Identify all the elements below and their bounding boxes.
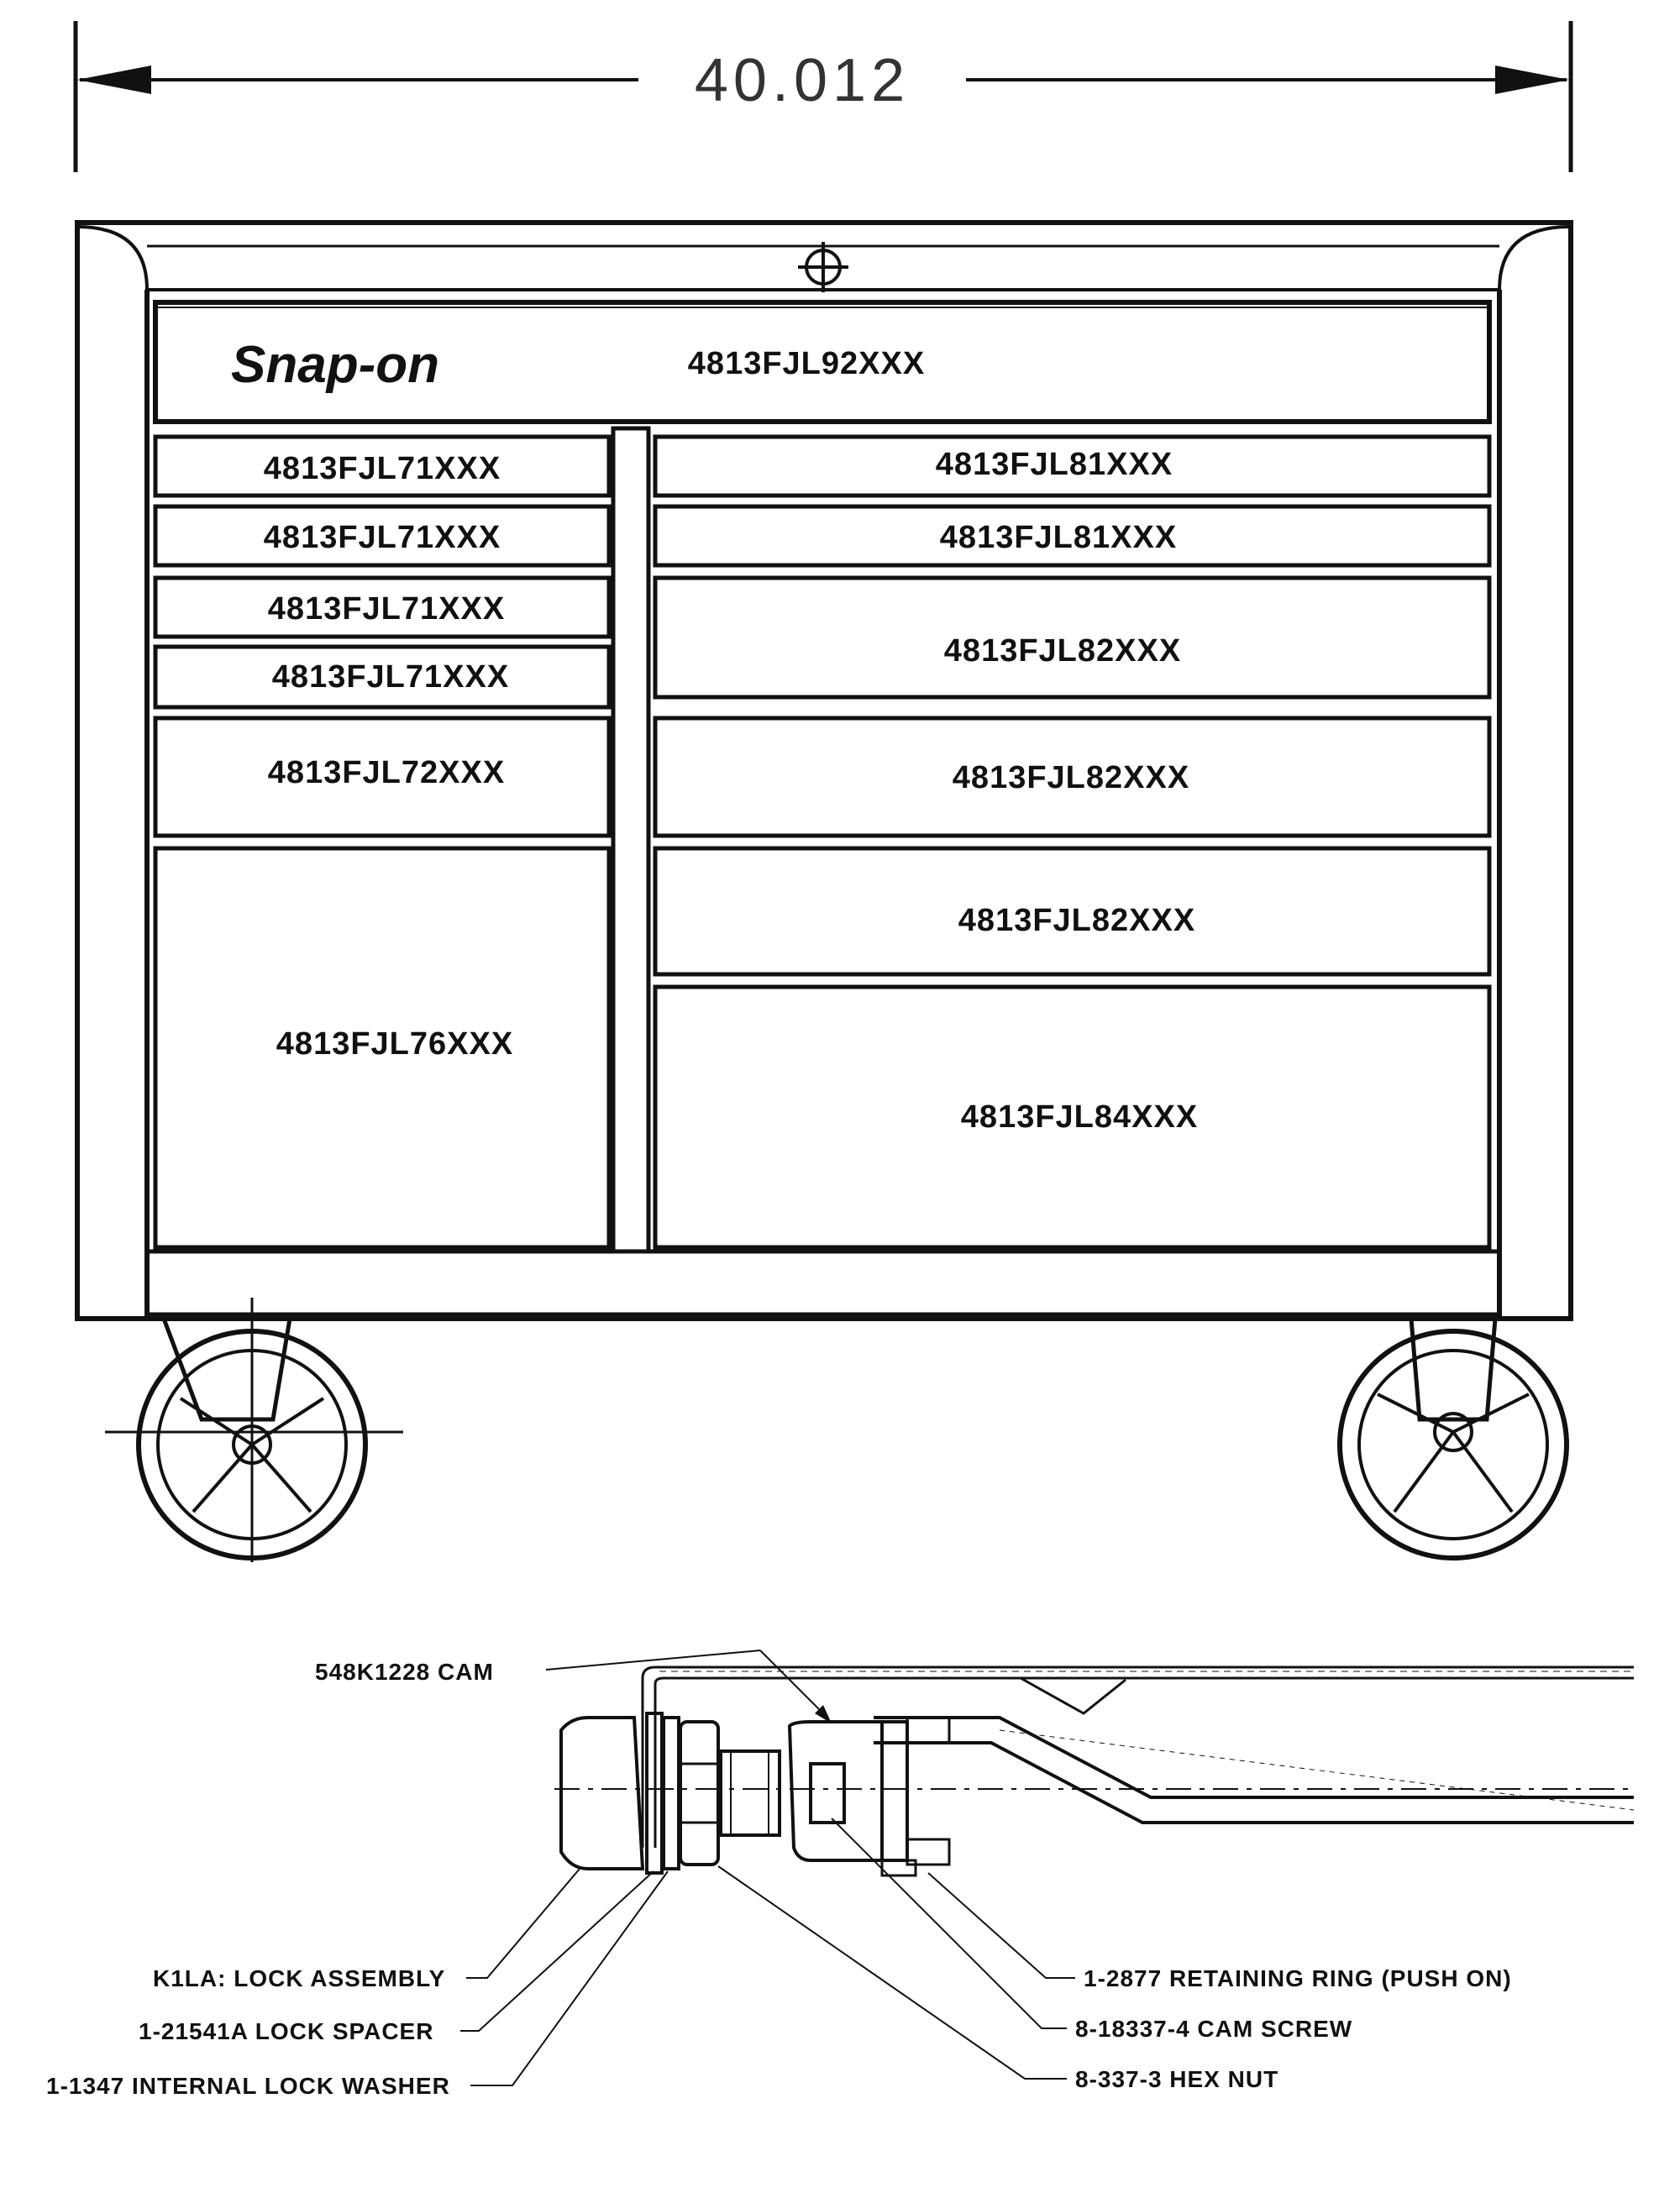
left-drawer-label: 4813FJL71XXX [263, 520, 501, 555]
right-drawer-label: 4813FJL82XXX [952, 760, 1190, 795]
left-drawer-label: 4813FJL76XXX [276, 1026, 514, 1062]
width-dimension-label: 40.012 [694, 47, 911, 114]
left-drawer-label: 4813FJL71XXX [271, 659, 510, 695]
callout-retaining-ring: 1-2877 RETAINING RING (PUSH ON) [1084, 1965, 1512, 1991]
callout-hex-nut: 8-337-3 HEX NUT [1075, 2066, 1279, 2092]
callout-leaders [460, 1650, 1075, 2085]
left-drawer-label: 4813FJL71XXX [267, 591, 506, 627]
width-dimension [76, 21, 1571, 172]
dimension-arrow-right-icon [1495, 66, 1569, 94]
left-drawer-label: 4813FJL71XXX [263, 451, 501, 486]
callout-cam-screw: 8-18337-4 CAM SCREW [1075, 2016, 1353, 2042]
right-drawer-label: 4813FJL82XXX [943, 633, 1182, 669]
left-drawer-column [155, 437, 609, 1247]
left-drawer-label: 4813FJL72XXX [267, 755, 506, 790]
callout-lock-washer: 1-1347 INTERNAL LOCK WASHER [46, 2073, 450, 2099]
right-drawer-label: 4813FJL81XXX [935, 447, 1173, 482]
right-drawer-label: 4813FJL81XXX [939, 520, 1178, 555]
right-drawer-column [655, 437, 1489, 1247]
left-caster-icon [105, 1298, 403, 1562]
lock-detail-drawing [554, 1667, 1634, 1875]
brand-logo: Snap-on [231, 336, 439, 394]
callout-cam: 548K1228 CAM [315, 1659, 494, 1685]
right-caster-icon [1340, 1319, 1567, 1558]
dimension-arrow-left-icon [77, 66, 151, 94]
top-lock-icon [798, 242, 848, 292]
top-drawer [155, 302, 1489, 422]
callout-labels [46, 1659, 1512, 2099]
top-drawer-label: 4813FJL92XXX [687, 346, 926, 381]
right-drawer-label: 4813FJL84XXX [960, 1099, 1199, 1135]
callout-lock-assembly: K1LA: LOCK ASSEMBLY [153, 1965, 446, 1991]
right-drawer-label: 4813FJL82XXX [958, 903, 1196, 938]
callout-lock-spacer: 1-21541A LOCK SPACER [139, 2018, 434, 2044]
